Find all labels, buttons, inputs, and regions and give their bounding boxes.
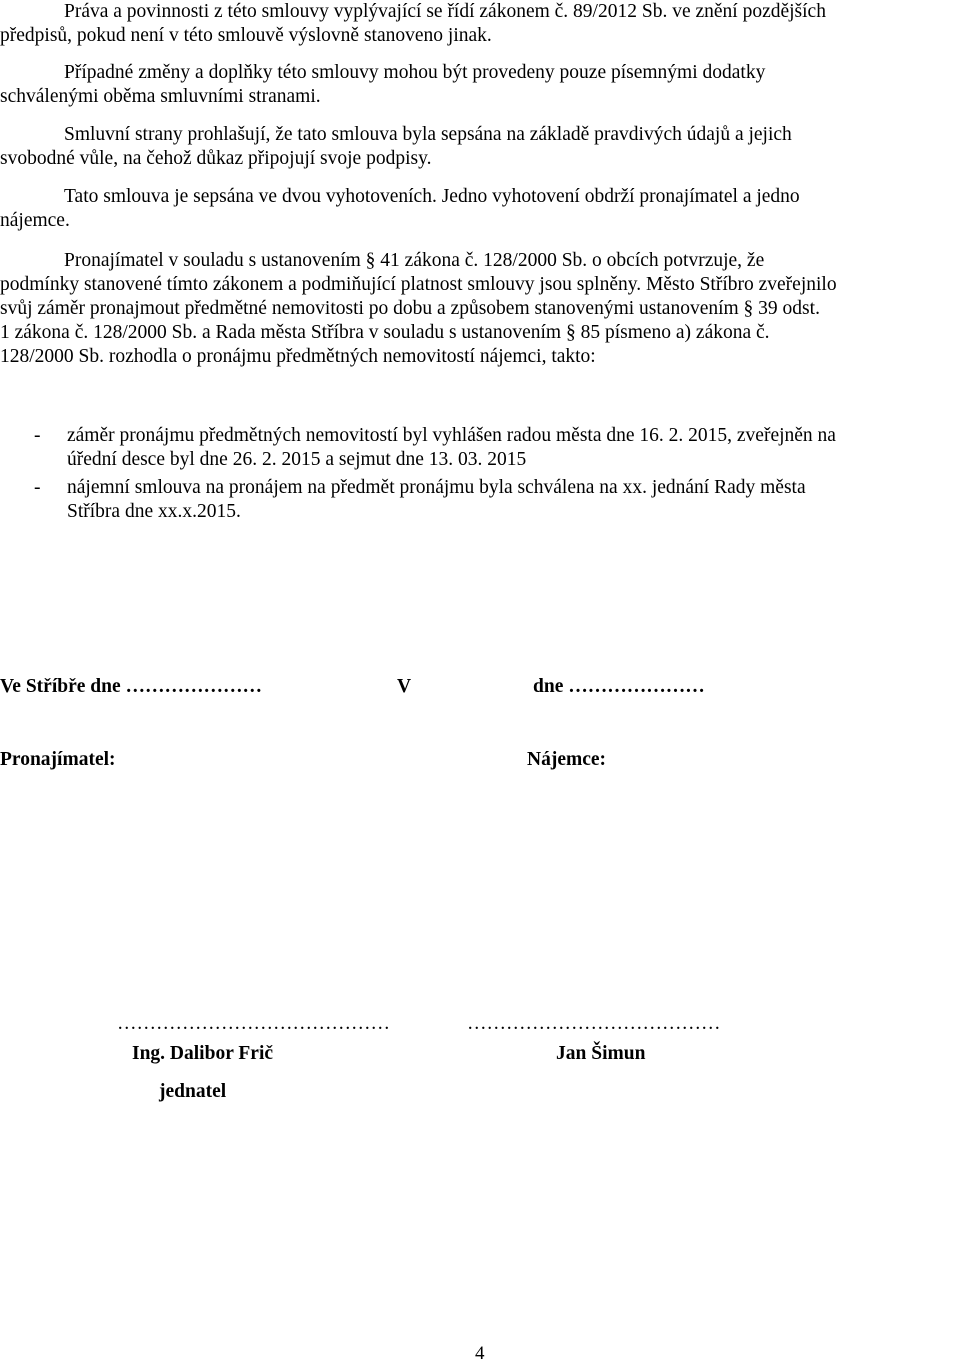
text-line: Práva a povinnosti z této smlouvy vyplývající se řídí zákonem č. 89/2012 Sb. ve znění pozdějších <box>64 1 826 22</box>
text-line: Případné změny a doplňky této smlouvy mohou být provedeny pouze písemnými dodatky <box>64 62 766 83</box>
text-line: 128/2000 Sb. rozhodla o pronájmu předmětných nemovitostí nájemci, takto: <box>0 346 596 367</box>
lessor-label: Pronajímatel: <box>0 749 116 770</box>
text-line: nájemce. <box>0 210 70 231</box>
text-line: svůj záměr pronajmout předmětné nemovitosti po dobu a způsobem stanovenými ustanovením § 39 odst. <box>0 298 820 319</box>
bullet-dash: - <box>34 477 41 498</box>
text-line: podmínky stanovené tímto zákonem a podmiňující platnost smlouvy jsou splněny. Město Stříbro zveřejnilo <box>0 274 837 295</box>
paragraph-municipal-conditions <box>0 249 960 369</box>
paragraph-copies <box>0 185 960 233</box>
text-line: Pronajímatel v souladu s ustanovením § 41 zákona č. 128/2000 Sb. o obcích potvrzuje, že <box>64 250 765 271</box>
paragraph-amendments <box>0 61 960 109</box>
text-line: předpisů, pokud není v této smlouvě výslovně stanoveno jinak. <box>0 25 492 46</box>
paragraph-governing-law <box>0 0 960 48</box>
lessor-signature-line: …………………………………… <box>117 1013 390 1034</box>
v-label: V <box>397 676 412 697</box>
text-line: záměr pronájmu předmětných nemovitostí byl vyhlášen radou města dne 16. 2. 2015, zveřejněn na <box>67 425 836 446</box>
lessee-label: Nájemce: <box>527 749 607 770</box>
lessor-name: Ing. Dalibor Frič <box>132 1043 274 1064</box>
text-line: Stříbra dne xx.x.2015. <box>67 501 241 522</box>
page-number: 4 <box>475 1343 485 1364</box>
text-line: úřední desce byl dne 26. 2. 2015 a sejmut dne 13. 03. 2015 <box>67 449 527 470</box>
lessor-role: jednatel <box>159 1081 227 1102</box>
lessee-signature-line: ………………………………… <box>467 1013 721 1034</box>
paragraph-declaration <box>0 123 960 171</box>
text-line: Tato smlouva je sepsána ve dvou vyhotoveních. Jedno vyhotovení obdrží pronajímatel a jedno <box>64 186 800 207</box>
bullet-dash: - <box>34 425 41 446</box>
text-line: schválenými oběma smluvními stranami. <box>0 86 321 107</box>
date-field: dne ………………… <box>533 676 705 697</box>
text-line: 1 zákona č. 128/2000 Sb. a Rada města Stříbra v souladu s ustanovením § 85 písmeno a) zákona č. <box>0 322 770 343</box>
text-line: nájemní smlouva na pronájem na předmět pronájmu byla schválena na xx. jednání Rady města <box>67 477 806 498</box>
lessee-name: Jan Šimun <box>556 1043 646 1064</box>
place-date-field: Ve Stříbře dne ………………… <box>0 676 262 697</box>
text-line: svobodné vůle, na čehož důkaz připojují svoje podpisy. <box>0 148 432 169</box>
text-line: Smluvní strany prohlašují, že tato smlouva byla sepsána na základě pravdivých údajů a jejich <box>64 124 792 145</box>
